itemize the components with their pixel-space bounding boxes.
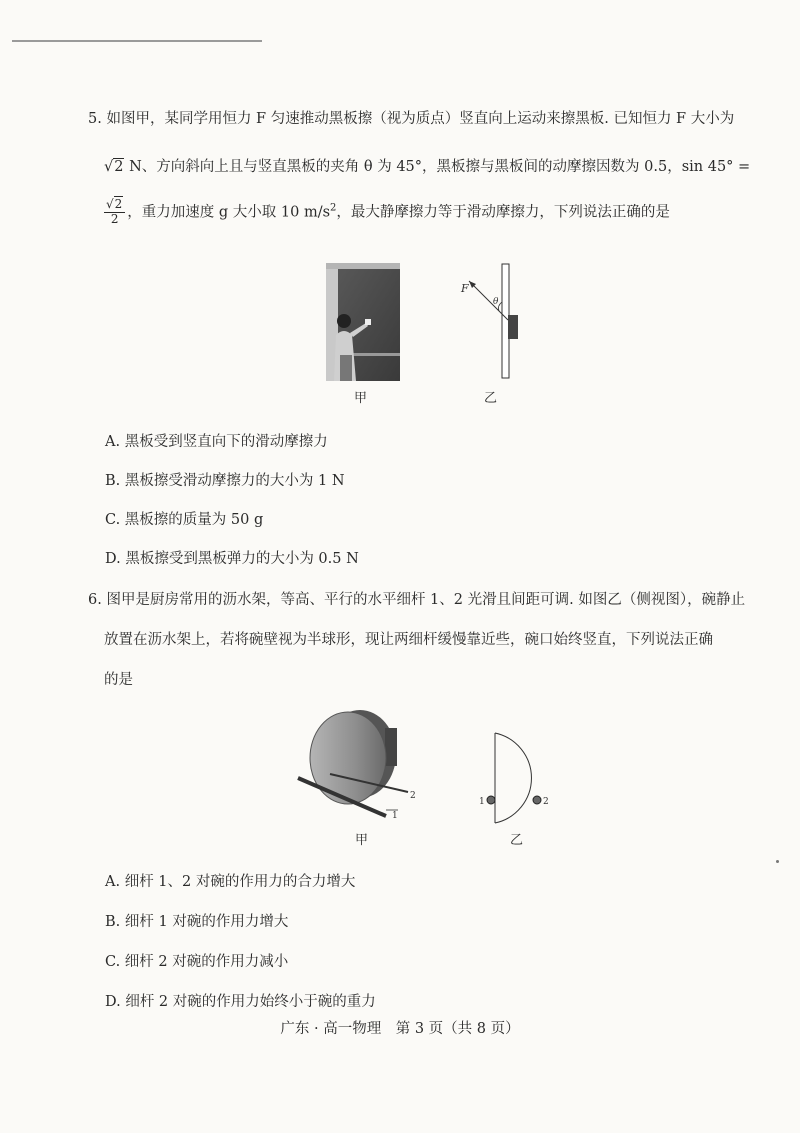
angle-label: θ — [493, 297, 499, 307]
q6-option-b: B. 细杆 1 对碗的作用力增大 — [105, 914, 289, 930]
rack-rod-1-label: 1 — [392, 811, 398, 821]
q5-option-a: A. 黑板受到竖直向下的滑动摩擦力 — [105, 434, 328, 450]
rod-1-label: 1 — [479, 797, 485, 807]
q6-stem-line2: 放置在沥水架上，若将碗壁视为半球形，现让两细杆缓慢靠近些，碗口始终竖直，下列说法正确 — [104, 632, 713, 648]
q5-stem-line2: √2 N、方向斜向上且与竖直黑板的夹角 θ 为 45°，黑板擦与黑板间的动摩擦因数为 0.5，sin 45° = — [104, 159, 751, 175]
q6-option-a: A. 细杆 1、2 对碗的作用力的合力增大 — [105, 874, 356, 890]
rod-2-label: 2 — [543, 797, 549, 807]
q6-option-c: C. 细杆 2 对碗的作用力减小 — [105, 954, 289, 970]
q6-stem-line1: 6. 图甲是厨房常用的沥水架，等高、平行的水平细杆 1、2 光滑且间距可调. 如图乙（侧视图），碗静止 — [88, 592, 746, 608]
q6-stem-line3: 的是 — [104, 672, 133, 688]
sqrt-expression: √2 — [104, 159, 124, 175]
page-footer: 广东 · 高一物理 第 3 页（共 8 页） — [280, 1021, 520, 1037]
q6-figure-b-caption: 乙 — [510, 833, 524, 848]
rack-rod-2-label: 2 — [410, 791, 416, 801]
rod-2-circle — [533, 796, 541, 804]
rod-1-circle — [487, 796, 495, 804]
q5-option-c: C. 黑板擦的质量为 50 g — [105, 512, 264, 528]
q6-figure-sideview — [473, 730, 563, 826]
scan-edge-line — [12, 40, 262, 42]
eraser-block — [508, 315, 518, 339]
q6-option-d: D. 细杆 2 对碗的作用力始终小于碗的重力 — [105, 994, 376, 1010]
fraction-sqrt2-over-2: $\frac{√2}{2}$ — [104, 198, 125, 227]
q5-figure-a-caption: 甲 — [354, 391, 368, 406]
scan-speck — [776, 860, 779, 863]
q5-figure-diagram — [455, 262, 535, 382]
q5-stem-line3: $\frac{√2}{2}$ ，重力加速度 g 大小取 10 $m/s^2$，最大静摩擦力等于滑动摩擦力，下列说法正确的是 — [106, 197, 670, 226]
q5-figure-photo — [326, 263, 400, 381]
force-label: F — [461, 282, 469, 295]
q5-stem-line1: 5. 如图甲，某同学用恒力 F 匀速推动黑板擦（视为质点）竖直向上运动来擦黑板. 已知恒力 F 大小为 — [88, 111, 735, 127]
q6-figure-rack — [290, 706, 420, 824]
q5-option-b: B. 黑板擦受滑动摩擦力的大小为 1 N — [105, 473, 345, 489]
q5-figure-b-caption: 乙 — [484, 391, 498, 406]
q5-option-d: D. 黑板擦受到黑板弹力的大小为 0.5 N — [105, 551, 359, 567]
q6-figure-a-caption: 甲 — [355, 833, 369, 848]
